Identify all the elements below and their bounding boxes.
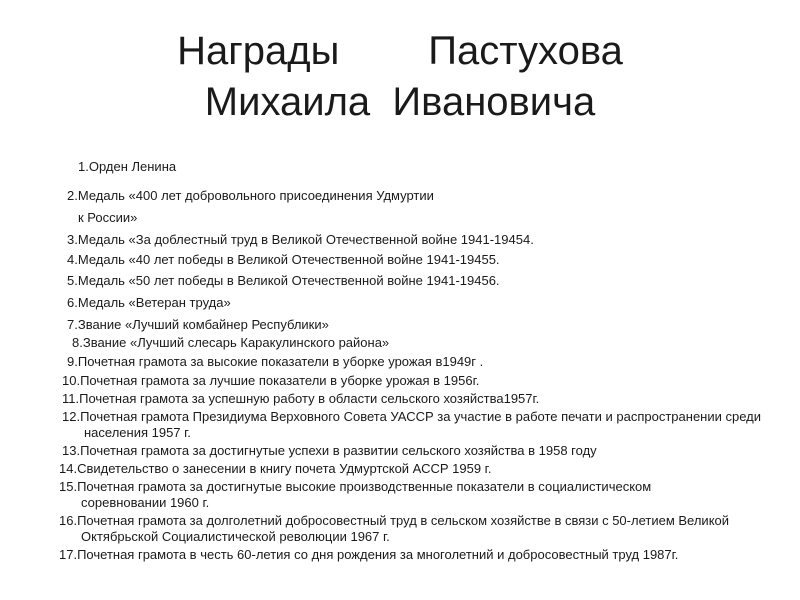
- item-number: 17.: [59, 547, 78, 562]
- item-text: Почетная грамота за достигнутые успехи в развитии сельского хозяйства в 1958 году: [80, 443, 597, 458]
- item-text: Почетная грамота за успешную работу в области сельского хозяйства1957г.: [79, 391, 540, 406]
- item-number: 8.: [72, 335, 83, 350]
- list-item: [67, 252, 500, 268]
- item-number: 14.: [59, 461, 78, 476]
- item-number: 13.: [62, 443, 81, 458]
- item-text: Медаль «Ветеран труда»: [77, 295, 231, 310]
- item-text: Медаль «50 лет победы в Великой Отечественной войне 1941-19456.: [77, 273, 500, 288]
- item-number: 1.: [78, 159, 89, 174]
- item-text: Почетная грамота за достигнутые высокие производственные показатели в социалистическом соревновании 1960 г.: [77, 479, 652, 510]
- slide-title-line-2: Михаила Ивановича: [204, 80, 596, 124]
- list-item: [67, 188, 434, 204]
- list-item: [67, 295, 231, 311]
- item-text: Почетная грамота за долголетний добросовестный труд в сельском хозяйстве в связи с 50-летием Великой Октябрьской Социалистической революции 1967 г.: [77, 513, 730, 544]
- item-number: 6.: [67, 295, 78, 310]
- item-text: Орден Ленина: [88, 159, 177, 174]
- item-number: 16.: [59, 513, 78, 528]
- item-text: Медаль «40 лет победы в Великой Отечественной войне 1941-19455.: [77, 252, 500, 267]
- item-number: 11.: [62, 391, 80, 406]
- item-text: Медаль «За доблестный труд в Великой Отечественной войне 1941-19454.: [77, 232, 534, 247]
- list-item: [67, 317, 329, 333]
- item-number: 7.: [67, 317, 78, 332]
- list-item: [62, 443, 597, 459]
- list-item-continuation: [78, 210, 137, 226]
- list-item: [62, 391, 539, 407]
- list-item: [59, 513, 781, 545]
- list-item: [59, 479, 731, 511]
- item-number: 9.: [67, 354, 78, 369]
- item-text: Почетная грамота за лучшие показатели в уборке урожая в 1956г.: [80, 373, 480, 388]
- item-text: Почетная грамота за высокие показатели в уборке урожая в1949г .: [77, 354, 484, 369]
- item-number: 10.: [62, 373, 81, 388]
- item-number: 5.: [67, 273, 78, 288]
- item-text: Почетная грамота в честь 60-летия со дня рождения за многолетний и добросовестный труд 1987г.: [77, 547, 679, 562]
- item-text: к России»: [78, 210, 138, 225]
- item-text: Звание «Лучший комбайнер Республики»: [77, 317, 329, 332]
- item-text: Почетная грамота Президиума Верховного Совета УАССР за участие в работе печати и распространении среди населения 1957 г.: [80, 409, 762, 440]
- list-item: [78, 159, 176, 175]
- list-item: [67, 354, 483, 370]
- item-text: Звание «Лучший слесарь Каракулинского района»: [82, 335, 390, 350]
- list-item: [59, 547, 781, 563]
- item-number: 3.: [67, 232, 78, 247]
- list-item: [67, 232, 534, 248]
- item-text: Свидетельство о занесении в книгу почета Удмуртской АССР 1959 г.: [77, 461, 492, 476]
- item-number: 2.: [67, 188, 78, 203]
- item-number: 4.: [67, 252, 78, 267]
- slide-title-line-1: Награды Пастухова: [177, 29, 623, 73]
- item-text: Медаль «400 лет добровольного присоединения Удмуртии: [77, 188, 434, 203]
- list-item: [59, 461, 491, 477]
- item-number: 12.: [62, 409, 81, 424]
- list-item: [62, 409, 774, 441]
- list-item: [62, 373, 479, 389]
- list-item: [72, 335, 389, 351]
- item-number: 15.: [59, 479, 78, 494]
- list-item: [67, 273, 500, 289]
